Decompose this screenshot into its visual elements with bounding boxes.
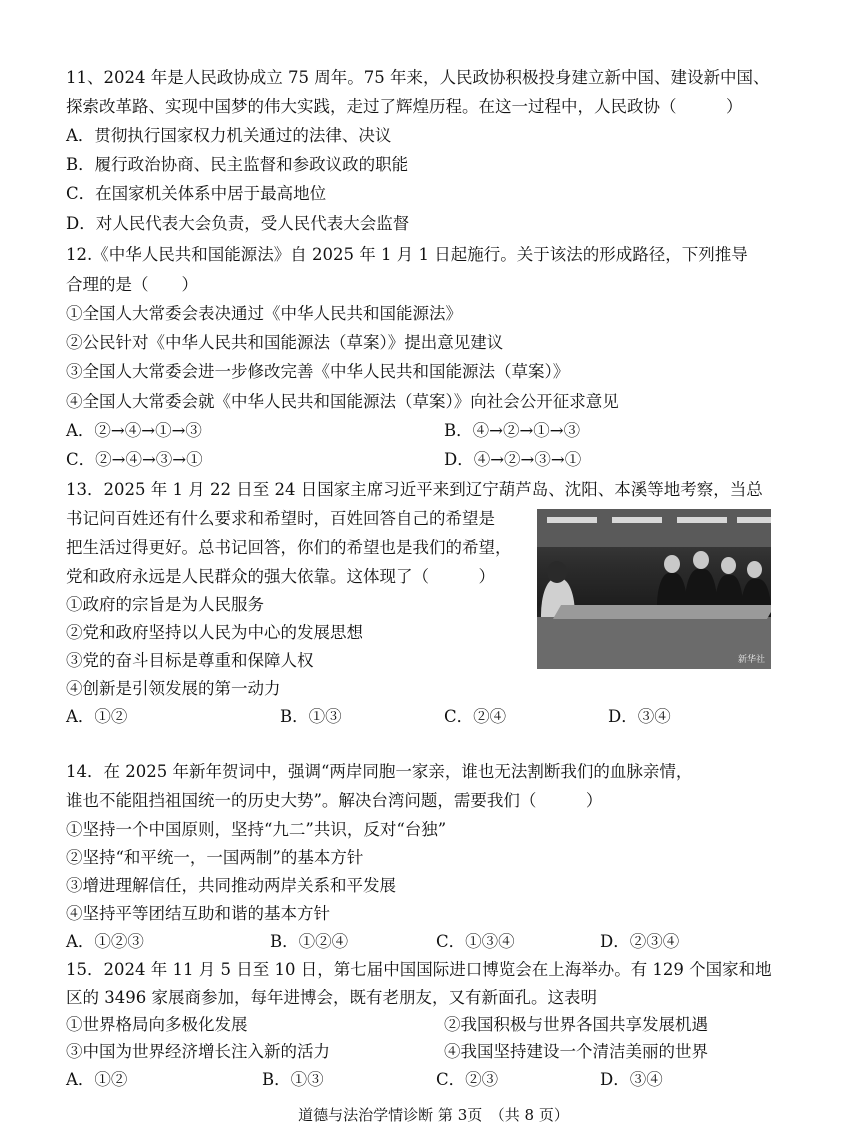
q14-item-4: ④坚持平等团结互助和谐的基本方针 xyxy=(66,904,330,923)
q11-option-b: B．履行政治协商、民主监督和参政议政的职能 xyxy=(66,155,409,174)
q13-option-b: B．①③ xyxy=(280,707,342,726)
q11-stem-line1: 11、2024 年是人民政协成立 75 周年。75 年来，人民政协积极投身建立新中国、建设新中国、 xyxy=(66,68,770,87)
q13-stem-line1: 13．2025 年 1 月 22 日至 24 日国家主席习近平来到辽宁葫芦岛、沈阳、本溪等地考察，当总 xyxy=(66,480,763,499)
q15-option-c: C．②③ xyxy=(436,1070,499,1089)
photo-person-head xyxy=(747,561,762,578)
q11-option-d: D．对人民代表大会负责，受人民代表大会监督 xyxy=(66,214,410,233)
q15-stem-line2: 区的 3496 家展商参加，每年进博会，既有老朋友，又有新面孔。这表明 xyxy=(66,988,597,1007)
q13-item-1: ①政府的宗旨是为人民服务 xyxy=(66,595,264,614)
q11-option-a: A．贯彻执行国家权力机关通过的法律、决议 xyxy=(66,126,392,145)
photo-counter xyxy=(537,617,771,669)
photo-light xyxy=(677,517,727,523)
q12-option-b: B．④→②→①→③ xyxy=(444,421,581,440)
photo-person-head xyxy=(664,555,680,573)
q13-item-4: ④创新是引领发展的第一动力 xyxy=(66,679,281,698)
page-footer: 道德与法治学情诊断 第 3页 （共 8 页） xyxy=(298,1106,569,1124)
q14-option-b: B．①②④ xyxy=(270,932,349,951)
q15-item-3: ③中国为世界经济增长注入新的活力 xyxy=(66,1042,330,1061)
q15-item-2: ②我国积极与世界各国共享发展机遇 xyxy=(444,1015,708,1034)
photo-light xyxy=(547,517,597,523)
q12-option-d: D．④→②→③→① xyxy=(444,450,582,469)
photo-person-head xyxy=(721,557,736,574)
photo-light xyxy=(612,517,662,523)
q12-option-a: A．②→④→①→③ xyxy=(66,421,202,440)
q14-item-3: ③增进理解信任，共同推动两岸关系和平发展 xyxy=(66,876,396,895)
q12-item-3: ③全国人大常委会进一步修改完善《中华人民共和国能源法（草案）》 xyxy=(66,362,570,381)
q14-item-2: ②坚持“和平统一，一国两制”的基本方针 xyxy=(66,848,364,867)
q13-stem-line2: 书记问百姓还有什么要求和希望时，百姓回答自己的希望是 xyxy=(66,509,495,528)
q12-stem-line1: 12.《中华人民共和国能源法》自 2025 年 1 月 1 日起施行。关于该法的形成路径，下列推导 xyxy=(66,245,748,264)
photo-glass xyxy=(553,605,771,619)
q11-stem-line2: 探索改革路、实现中国梦的伟大实践，走过了辉煌历程。在这一过程中，人民政协（ ） xyxy=(66,97,743,116)
q14-item-1: ①坚持一个中国原则，坚持“九二”共识，反对“台独” xyxy=(66,820,447,839)
q13-option-c: C．②④ xyxy=(444,707,507,726)
q13-item-2: ②党和政府坚持以人民为中心的发展思想 xyxy=(66,623,363,642)
photo-caption: 新华社 xyxy=(737,655,765,665)
q12-item-1: ①全国人大常委会表决通过《中华人民共和国能源法》 xyxy=(66,304,462,323)
q14-stem-line1: 14．在 2025 年新年贺词中，强调“两岸同胞一家亲，谁也无法割断我们的血脉亲情， xyxy=(66,762,693,781)
photo-light xyxy=(737,517,771,523)
q15-option-a: A．①② xyxy=(66,1070,128,1089)
photo-person-head xyxy=(693,551,709,569)
q12-stem-line2: 合理的是（ ） xyxy=(66,275,198,294)
q14-stem-line2: 谁也不能阻挡祖国统一的历史大势”。解决台湾问题，需要我们（ ） xyxy=(66,791,603,810)
photo-staff-head xyxy=(547,561,567,583)
q15-stem-line1: 15．2024 年 11 月 5 日至 10 日，第七届中国国际进口博览会在上海举办。有 129 个国家和地 xyxy=(66,960,772,979)
q15-option-d: D．③④ xyxy=(600,1070,663,1089)
q12-item-2: ②公民针对《中华人民共和国能源法（草案）》提出意见建议 xyxy=(66,333,504,352)
q13-stem-line4: 党和政府永远是人民群众的强大依靠。这体现了（ ） xyxy=(66,567,495,586)
q15-item-1: ①世界格局向多极化发展 xyxy=(66,1015,248,1034)
q15-option-b: B．①③ xyxy=(262,1070,324,1089)
q13-item-3: ③党的奋斗目标是尊重和保障人权 xyxy=(66,651,314,670)
q13-news-photo xyxy=(537,509,771,669)
q14-option-d: D．②③④ xyxy=(600,932,680,951)
q14-option-c: C．①③④ xyxy=(436,932,515,951)
q12-item-4: ④全国人大常委会就《中华人民共和国能源法（草案）》向社会公开征求意见 xyxy=(66,392,619,411)
q13-stem-line3: 把生活过得更好。总书记回答，你们的希望也是我们的希望， xyxy=(66,538,512,557)
q11-option-c: C．在国家机关体系中居于最高地位 xyxy=(66,184,327,203)
q15-item-4: ④我国坚持建设一个清洁美丽的世界 xyxy=(444,1042,708,1061)
q14-option-a: A．①②③ xyxy=(66,932,144,951)
q12-option-c: C．②→④→③→① xyxy=(66,450,203,469)
q13-option-a: A．①② xyxy=(66,707,128,726)
photo-ceiling xyxy=(537,509,771,547)
q13-option-d: D．③④ xyxy=(608,707,671,726)
